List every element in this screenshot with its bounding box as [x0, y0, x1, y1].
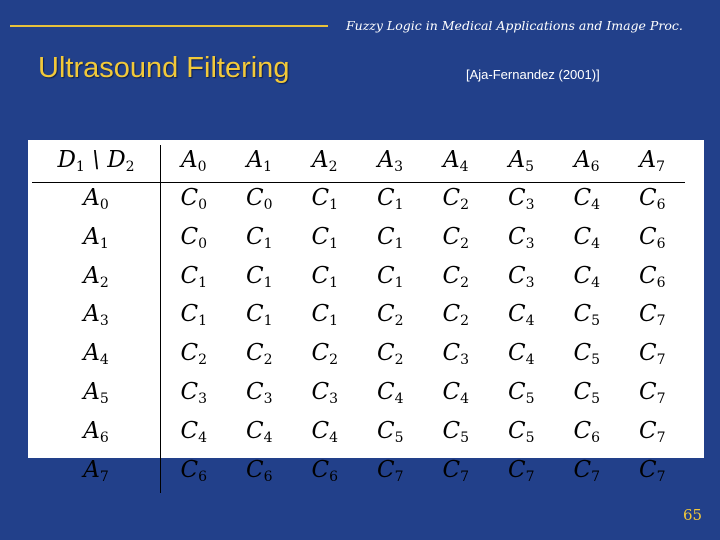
table-cell-letter: C [573, 223, 592, 250]
table-cell-subscript: 7 [460, 468, 470, 485]
table-cell-subscript: 4 [198, 429, 208, 446]
table-cell-subscript: 2 [394, 352, 404, 369]
table-cell-subscript: 0 [198, 235, 208, 252]
column-header-subscript: 2 [328, 159, 338, 175]
table-cell-subscript: 1 [329, 235, 339, 252]
table-cell-letter: C [245, 340, 264, 367]
table-cell-letter: C [311, 185, 330, 211]
corner-separator: \ [84, 147, 108, 173]
table-cell-subscript: 1 [329, 197, 339, 213]
table-cell-subscript: 6 [656, 274, 666, 291]
table-cell [227, 299, 293, 338]
column-header [161, 145, 227, 183]
table-cell-subscript: 5 [460, 429, 470, 446]
table-cell-letter: C [442, 378, 461, 405]
table-cell-letter: C [442, 262, 461, 289]
row-header [32, 183, 161, 222]
table-cell [620, 416, 686, 455]
table-cell [358, 455, 424, 494]
table-cell-subscript: 6 [656, 197, 666, 213]
table-cell-letter: C [638, 262, 657, 289]
table-cell-subscript: 5 [591, 313, 601, 330]
column-header-letter: A [377, 147, 395, 173]
table-cell-letter: C [245, 417, 264, 444]
table-cell [423, 299, 489, 338]
table-cell [554, 416, 620, 455]
table-cell-letter: C [507, 301, 526, 328]
table-cell-subscript: 1 [329, 313, 339, 330]
table-cell-letter: C [376, 340, 395, 367]
table-cell-letter: C [507, 456, 526, 483]
table-cell-letter: C [573, 185, 592, 211]
table-cell-letter: C [573, 417, 592, 444]
table-cell [489, 222, 555, 261]
table-cell [358, 261, 424, 300]
table-cell-subscript: 4 [591, 235, 601, 252]
table-cell-letter: C [311, 262, 330, 289]
row-header-letter: A [83, 185, 100, 211]
column-header-subscript: 7 [656, 159, 666, 175]
table-cell [423, 261, 489, 300]
table-cell [358, 299, 424, 338]
table-cell-letter: C [638, 378, 657, 405]
table-cell [423, 455, 489, 494]
table-cell [292, 338, 358, 377]
table-cell-letter: C [311, 301, 330, 328]
table-cell-letter: C [311, 456, 330, 483]
table-cell-letter: C [180, 378, 199, 405]
table-cell [161, 261, 227, 300]
table-cell-subscript: 1 [198, 313, 208, 330]
table-cell-letter: C [442, 340, 461, 367]
table-cell-letter: C [638, 223, 657, 250]
table-cell [161, 377, 227, 416]
column-header-subscript: 4 [459, 159, 469, 175]
table-cell-letter: C [376, 456, 395, 483]
table-cell [554, 377, 620, 416]
table-cell-subscript: 4 [591, 197, 601, 213]
table-cell-letter: C [245, 223, 264, 250]
table-cell-subscript: 4 [591, 274, 601, 291]
table-cell [292, 377, 358, 416]
table-cell-letter: C [638, 301, 657, 328]
table-cell-letter: C [442, 223, 461, 250]
table-cell-subscript: 2 [460, 235, 470, 252]
table-cell [358, 183, 424, 222]
table-cell-letter: C [376, 417, 395, 444]
table-cell-subscript: 3 [329, 390, 339, 407]
table-cell-letter: C [442, 185, 461, 211]
table-cell [161, 299, 227, 338]
column-header [358, 145, 424, 183]
table-cell [358, 222, 424, 261]
table-cell-subscript: 1 [263, 235, 273, 252]
table-cell-letter: C [376, 301, 395, 328]
column-header [423, 145, 489, 183]
row-header-subscript: 7 [99, 468, 109, 485]
table-cell-subscript: 3 [525, 197, 535, 213]
table-cell-letter: C [311, 378, 330, 405]
table-cell-letter: C [573, 456, 592, 483]
column-header [292, 145, 358, 183]
table-cell-letter: C [507, 185, 526, 211]
row-header-subscript: 6 [99, 429, 109, 446]
column-header-subscript: 6 [590, 159, 600, 175]
table-cell-letter: C [180, 340, 199, 367]
page-number: 65 [683, 506, 703, 524]
table-cell [161, 338, 227, 377]
table-cell-letter: C [180, 262, 199, 289]
table-cell [227, 222, 293, 261]
rule-table-panel [28, 140, 704, 485]
table-cell [554, 183, 620, 222]
table-cell-subscript: 7 [525, 468, 535, 485]
table-cell-subscript: 1 [394, 274, 404, 291]
corner-d2-letter: D [107, 147, 126, 173]
table-cell-subscript: 2 [460, 313, 470, 330]
table-cell-subscript: 7 [656, 313, 666, 330]
table-cell-subscript: 4 [394, 390, 404, 407]
table-cell [554, 338, 620, 377]
table-cell-letter: C [573, 378, 592, 405]
table-cell-letter: C [376, 378, 395, 405]
table-cell-subscript: 5 [525, 390, 535, 407]
column-header [489, 145, 555, 183]
table-cell [161, 183, 227, 222]
table-cell [620, 338, 686, 377]
table-cell [161, 222, 227, 261]
fuzzy-rule-table [32, 145, 685, 493]
row-header-letter: A [83, 378, 100, 405]
table-cell-subscript: 1 [263, 274, 273, 291]
table-cell [489, 183, 555, 222]
table-cell [358, 416, 424, 455]
table-cell [423, 183, 489, 222]
column-header-subscript: 1 [263, 159, 273, 175]
table-corner-label [32, 145, 161, 183]
column-header-letter: A [508, 147, 526, 173]
table-cell [489, 416, 555, 455]
table-cell-subscript: 3 [525, 274, 535, 291]
table-cell-letter: C [638, 456, 657, 483]
table-body [32, 183, 685, 494]
row-header [32, 338, 161, 377]
table-cell-letter: C [442, 456, 461, 483]
table-cell-subscript: 1 [394, 235, 404, 252]
row-header [32, 299, 161, 338]
table-cell-subscript: 2 [329, 352, 339, 369]
table-cell [489, 299, 555, 338]
table-cell-letter: C [573, 301, 592, 328]
table-cell-letter: C [507, 262, 526, 289]
table-row [32, 338, 685, 377]
table-cell-subscript: 0 [198, 197, 208, 213]
slide-title: Ultrasound Filtering [38, 52, 290, 84]
table-cell-subscript: 4 [525, 313, 535, 330]
table-cell-letter: C [442, 301, 461, 328]
table-cell-letter: C [507, 340, 526, 367]
row-header-subscript: 2 [99, 274, 109, 291]
row-header-letter: A [83, 417, 100, 444]
table-cell-subscript: 6 [198, 468, 208, 485]
table-cell-subscript: 3 [263, 390, 273, 407]
table-cell-subscript: 7 [394, 468, 404, 485]
corner-d1-letter: D [57, 147, 76, 173]
table-cell [423, 222, 489, 261]
table-cell [620, 299, 686, 338]
table-cell-letter: C [180, 223, 199, 250]
table-cell-letter: C [311, 417, 330, 444]
table-cell-letter: C [311, 223, 330, 250]
table-cell-subscript: 2 [394, 313, 404, 330]
table-cell [620, 455, 686, 494]
column-header [554, 145, 620, 183]
table-cell-subscript: 3 [525, 235, 535, 252]
table-cell-subscript: 4 [263, 429, 273, 446]
corner-d1-subscript: 1 [75, 159, 85, 175]
table-cell-subscript: 0 [263, 197, 273, 213]
table-row [32, 377, 685, 416]
row-header-subscript: 3 [99, 313, 109, 330]
table-cell-letter: C [376, 223, 395, 250]
table-cell [227, 183, 293, 222]
table-cell-subscript: 7 [656, 429, 666, 446]
table-cell-letter: C [638, 417, 657, 444]
table-cell [161, 416, 227, 455]
row-header-subscript: 1 [99, 235, 109, 252]
table-cell [227, 377, 293, 416]
table-cell-letter: C [245, 301, 264, 328]
table-cell-letter: C [245, 262, 264, 289]
table-row [32, 455, 685, 494]
table-cell-subscript: 2 [460, 197, 470, 213]
table-cell-letter: C [245, 185, 264, 211]
row-header-letter: A [83, 340, 100, 367]
corner-d2-subscript: 2 [125, 159, 135, 175]
table-cell [292, 455, 358, 494]
table-cell [423, 377, 489, 416]
table-cell-subscript: 3 [460, 352, 470, 369]
column-header [620, 145, 686, 183]
table-cell-letter: C [442, 417, 461, 444]
table-cell-subscript: 5 [591, 390, 601, 407]
row-header [32, 416, 161, 455]
table-cell [227, 455, 293, 494]
row-header-letter: A [83, 223, 100, 250]
column-header-letter: A [639, 147, 657, 173]
table-cell-subscript: 5 [394, 429, 404, 446]
table-cell [554, 222, 620, 261]
column-header-letter: A [246, 147, 264, 173]
table-cell-subscript: 6 [591, 429, 601, 446]
table-cell [423, 338, 489, 377]
table-cell [358, 338, 424, 377]
table-cell [489, 338, 555, 377]
table-cell [620, 377, 686, 416]
row-header-subscript: 4 [99, 352, 109, 369]
table-cell-letter: C [638, 340, 657, 367]
table-cell-letter: C [245, 378, 264, 405]
table-cell [292, 183, 358, 222]
table-row [32, 299, 685, 338]
table-cell-subscript: 7 [591, 468, 601, 485]
table-cell [554, 299, 620, 338]
table-cell-subscript: 5 [591, 352, 601, 369]
table-cell-letter: C [376, 262, 395, 289]
table-cell-subscript: 7 [656, 468, 666, 485]
table-cell-letter: C [376, 185, 395, 211]
table-cell [292, 299, 358, 338]
table-header-row [32, 145, 685, 183]
column-header [227, 145, 293, 183]
table-cell-subscript: 4 [329, 429, 339, 446]
row-header [32, 377, 161, 416]
row-header-subscript: 5 [99, 390, 109, 407]
column-header-letter: A [311, 147, 329, 173]
column-header-letter: A [442, 147, 460, 173]
table-cell [161, 455, 227, 494]
table-cell-subscript: 7 [656, 352, 666, 369]
table-cell [292, 222, 358, 261]
column-header-letter: A [180, 147, 198, 173]
table-cell [554, 455, 620, 494]
table-cell [423, 416, 489, 455]
table-cell-subscript: 4 [525, 352, 535, 369]
row-header-letter: A [83, 262, 100, 289]
row-header-subscript: 0 [99, 197, 109, 213]
table-cell-letter: C [507, 223, 526, 250]
table-cell-subscript: 2 [460, 274, 470, 291]
column-header-subscript: 5 [525, 159, 535, 175]
table-cell-letter: C [180, 456, 199, 483]
table-cell-subscript: 1 [263, 313, 273, 330]
table-cell-subscript: 1 [198, 274, 208, 291]
table-cell-letter: C [638, 185, 657, 211]
table-cell-subscript: 1 [394, 197, 404, 213]
table-cell-subscript: 1 [329, 274, 339, 291]
table-cell-letter: C [311, 340, 330, 367]
table-cell-subscript: 6 [656, 235, 666, 252]
table-cell-subscript: 2 [263, 352, 273, 369]
row-header [32, 222, 161, 261]
table-cell-subscript: 3 [198, 390, 208, 407]
row-header-letter: A [83, 456, 100, 483]
table-cell [554, 261, 620, 300]
table-cell-subscript: 7 [656, 390, 666, 407]
table-row [32, 416, 685, 455]
table-row [32, 183, 685, 222]
table-cell [292, 416, 358, 455]
table-cell [358, 377, 424, 416]
table-cell [620, 183, 686, 222]
column-header-letter: A [573, 147, 591, 173]
table-cell-letter: C [573, 340, 592, 367]
table-row [32, 261, 685, 300]
row-header [32, 261, 161, 300]
header-rule [10, 25, 328, 27]
table-cell-letter: C [507, 417, 526, 444]
citation: [Aja-Fernandez (2001)] [466, 67, 600, 82]
table-cell-letter: C [507, 378, 526, 405]
table-cell-subscript: 6 [263, 468, 273, 485]
table-cell-letter: C [180, 301, 199, 328]
row-header [32, 455, 161, 494]
table-cell [227, 416, 293, 455]
table-cell-subscript: 5 [525, 429, 535, 446]
table-cell-letter: C [573, 262, 592, 289]
table-cell [489, 377, 555, 416]
table-cell-subscript: 4 [460, 390, 470, 407]
table-cell [292, 261, 358, 300]
column-header-subscript: 0 [197, 159, 207, 175]
table-cell-letter: C [245, 456, 264, 483]
header-text: Fuzzy Logic in Medical Applications and Image Proc. [346, 18, 683, 33]
row-header-letter: A [83, 301, 100, 328]
table-cell [227, 338, 293, 377]
table-cell [620, 222, 686, 261]
column-header-subscript: 3 [394, 159, 404, 175]
table-cell-letter: C [180, 185, 199, 211]
table-cell-subscript: 2 [198, 352, 208, 369]
table-cell [489, 261, 555, 300]
table-cell [489, 455, 555, 494]
table-cell [620, 261, 686, 300]
table-cell [227, 261, 293, 300]
table-cell-letter: C [180, 417, 199, 444]
table-cell-subscript: 6 [329, 468, 339, 485]
table-row [32, 222, 685, 261]
